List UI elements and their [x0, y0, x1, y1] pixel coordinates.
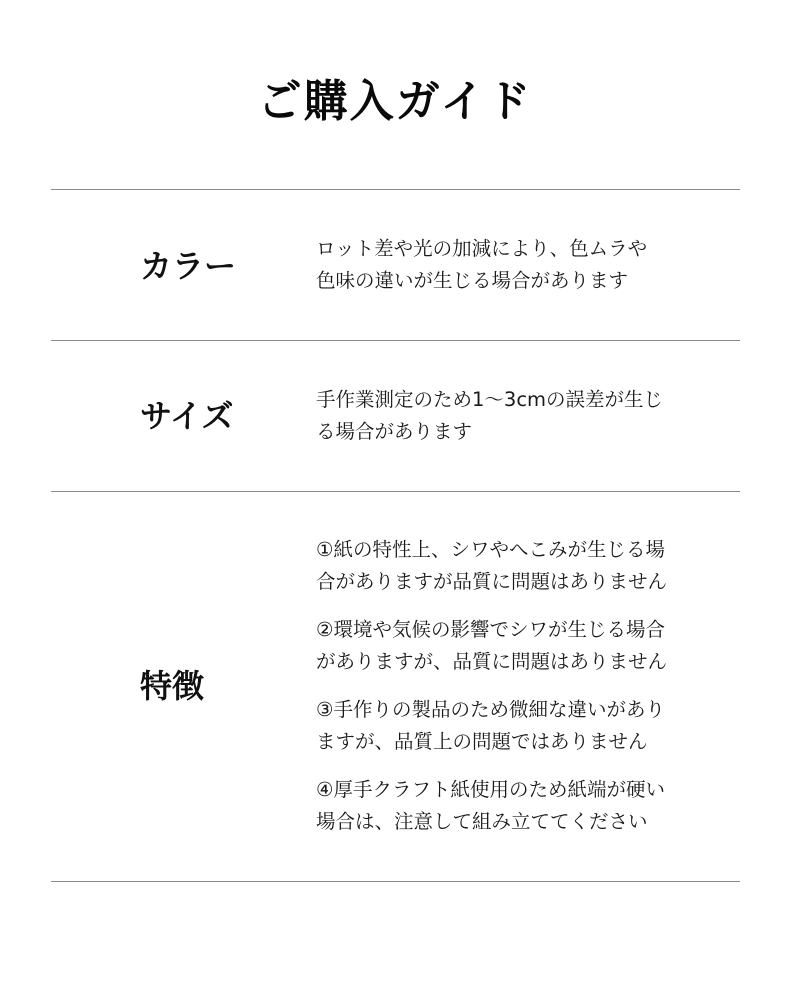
- row-desc-features: [316, 534, 716, 854]
- desc-line: ④厚手クラフト紙使用のため紙端が硬い: [316, 778, 665, 801]
- divider-2: [51, 491, 740, 492]
- row-label-color: カラー: [140, 247, 237, 285]
- desc-line: 場合は、注意して組み立ててください: [316, 810, 648, 833]
- feature-item: [316, 774, 716, 838]
- desc-line: 色味の違いが生じる場合があります: [316, 269, 629, 292]
- row-label-features: 特徴: [140, 667, 205, 705]
- desc-line: 合がありますが品質に問題はありません: [316, 570, 668, 593]
- desc-line: ロット差や光の加減により、色ムラや: [316, 237, 648, 260]
- row-label-size: サイズ: [140, 397, 234, 435]
- desc-line: ③手作りの製品のため微細な違いがあり: [316, 698, 665, 721]
- desc-line: がありますが、品質に問題はありません: [316, 650, 668, 673]
- divider-1: [51, 340, 740, 341]
- divider-bottom: [51, 881, 740, 882]
- desc-line: ①紙の特性上、シワやへこみが生じる場: [316, 538, 665, 561]
- desc-line: ますが、品質上の問題ではありません: [316, 730, 648, 753]
- desc-line: る場合があります: [316, 420, 473, 443]
- desc-line: ②環境や気候の影響でシワが生じる場合: [316, 618, 665, 641]
- page-title: ご購入ガイド: [257, 76, 533, 127]
- feature-item: [316, 694, 716, 758]
- feature-item: [316, 534, 716, 598]
- row-desc-size: [316, 384, 716, 448]
- desc-line: 手作業測定のため1〜3cmの誤差が生じ: [316, 388, 664, 411]
- divider-top: [51, 189, 740, 190]
- feature-item: [316, 614, 716, 678]
- row-desc-color: [316, 233, 716, 297]
